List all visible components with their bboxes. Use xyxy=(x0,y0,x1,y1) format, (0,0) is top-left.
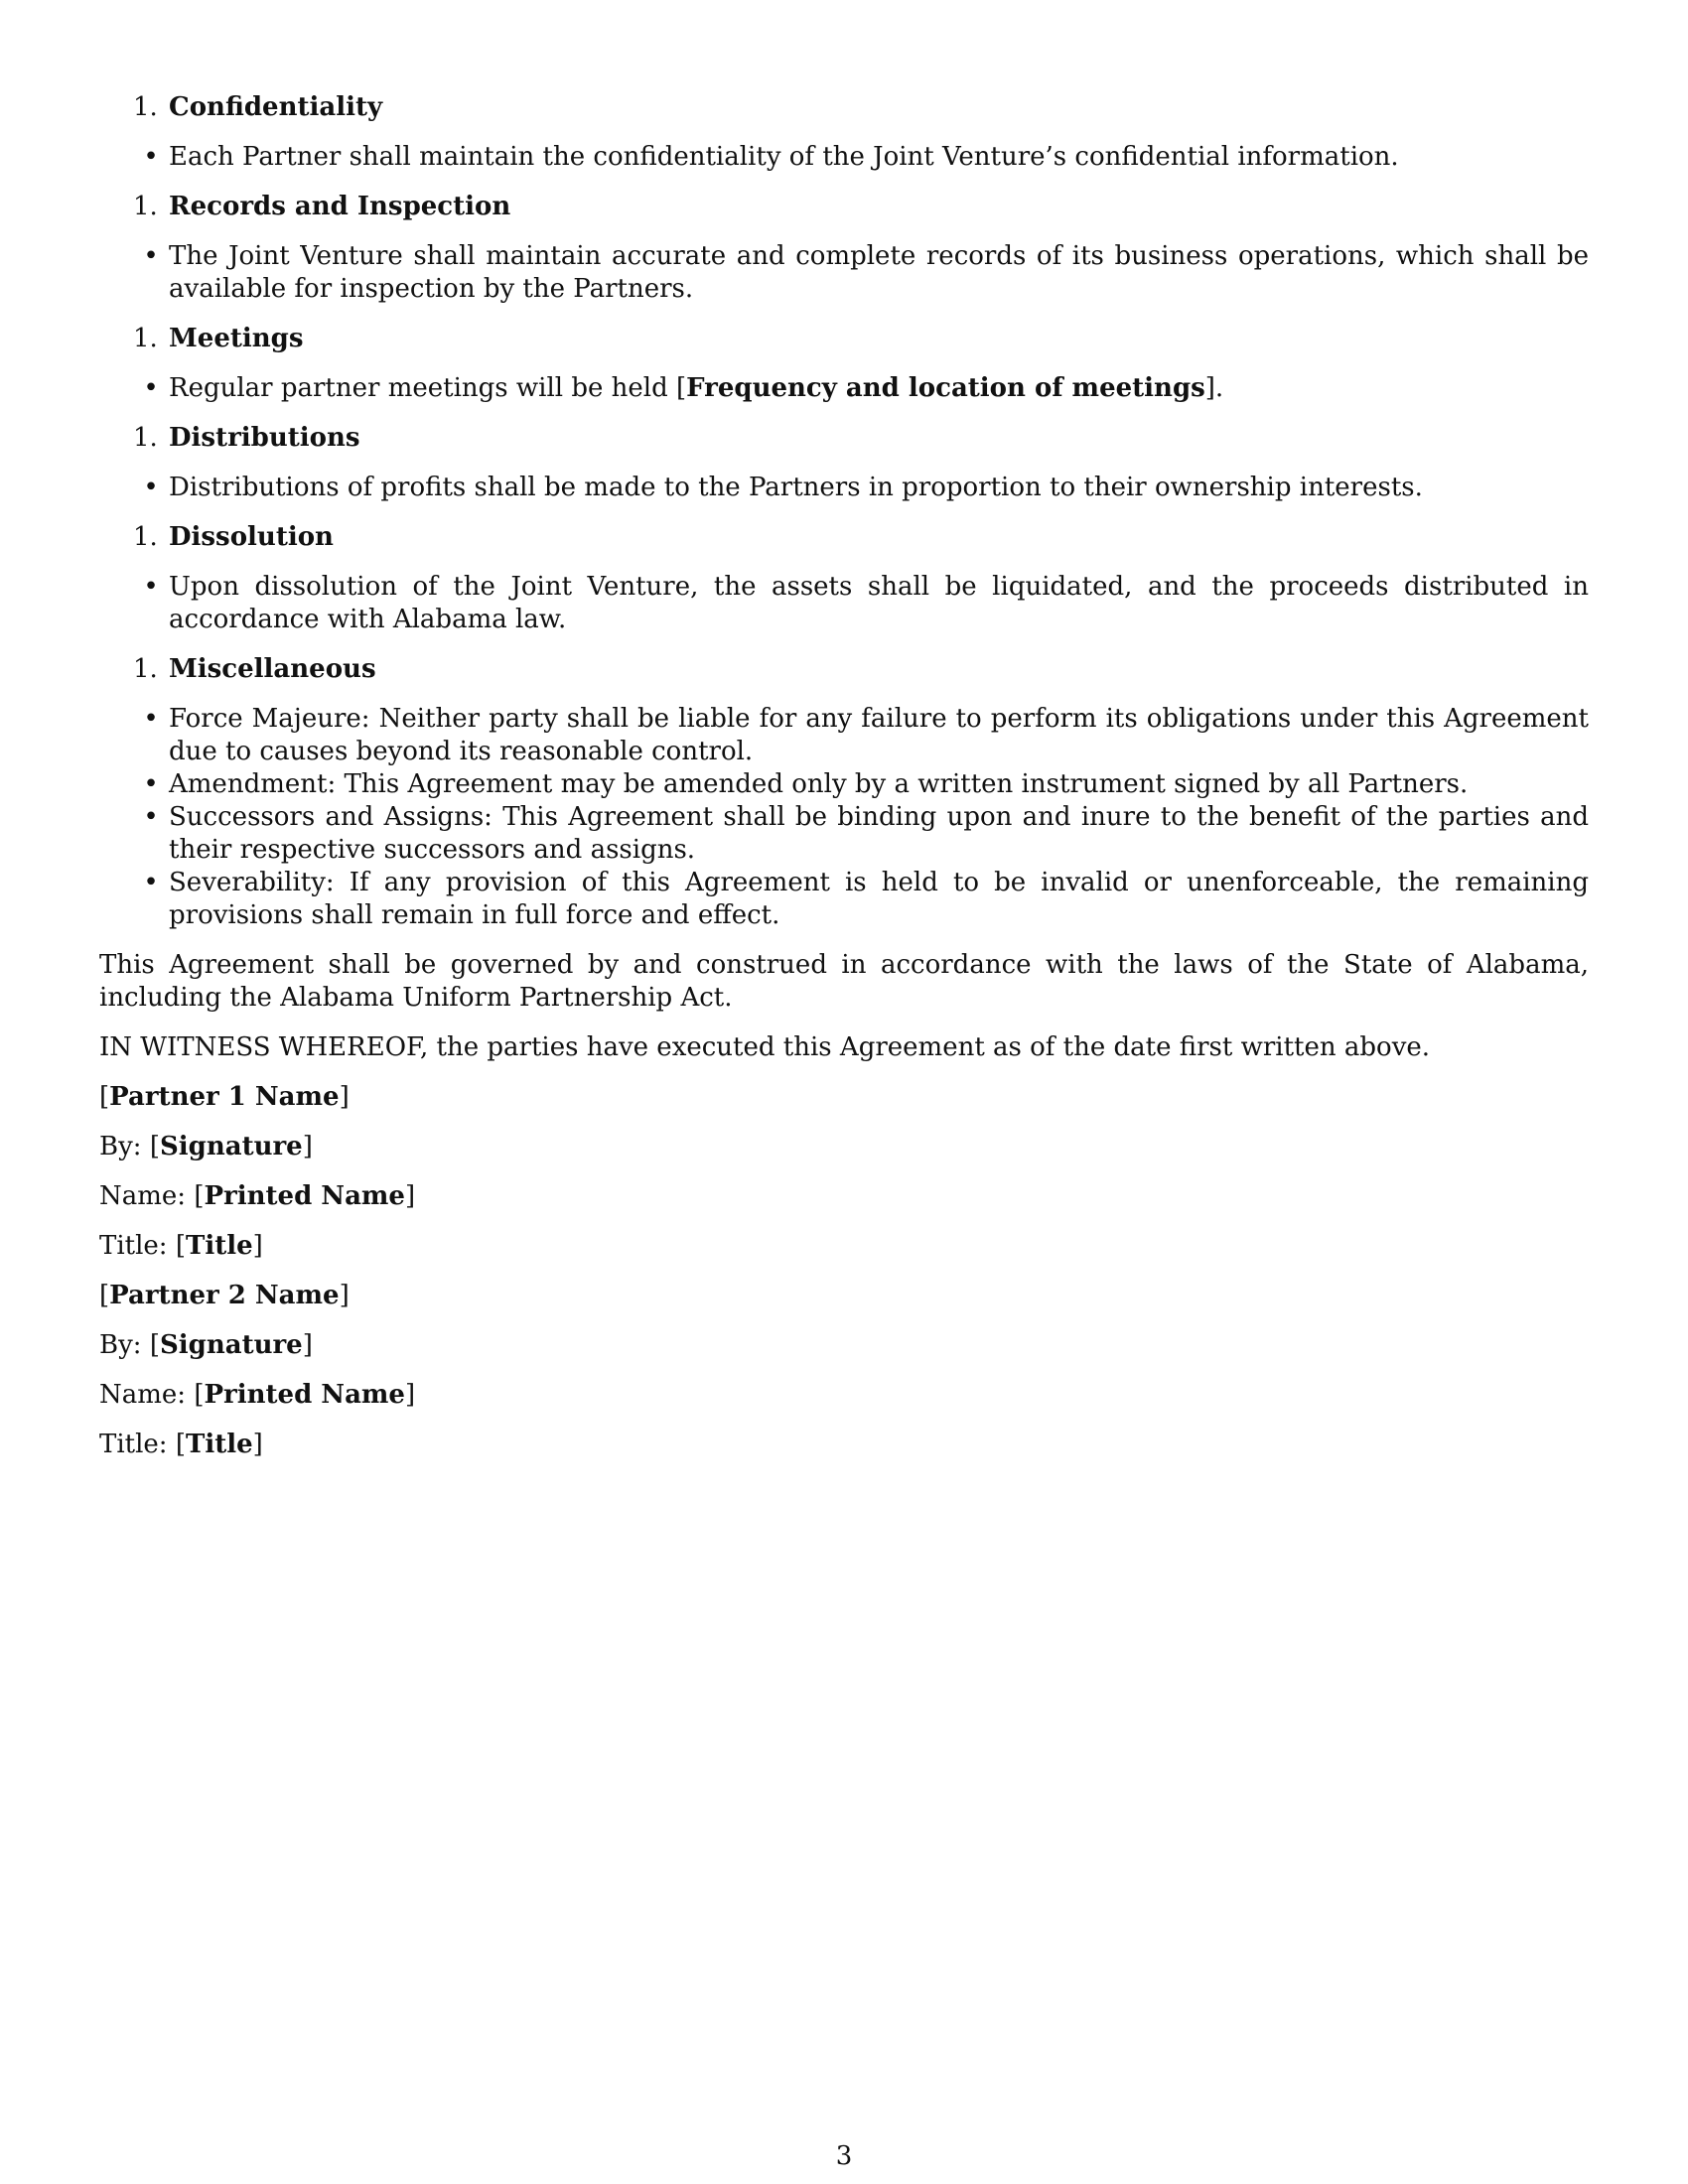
bullet-list-meetings xyxy=(99,372,1589,405)
name-label: Name: xyxy=(99,1181,187,1211)
bullet-item xyxy=(99,372,1589,405)
bullet-text: Successors and Assigns: This Agreement shall be binding upon and inure to the benefit of the parties and their respective successors and assigns. xyxy=(169,802,1589,865)
section-heading-miscellaneous xyxy=(99,653,1589,686)
bullet-icon: • xyxy=(143,241,159,271)
signature-placeholder: Signature xyxy=(159,1330,303,1360)
section-title: Miscellaneous xyxy=(169,654,376,684)
bullet-list-dissolution xyxy=(99,571,1589,636)
party-name-line: [Partner 2 Name] xyxy=(99,1281,350,1310)
section-title: Dissolution xyxy=(169,522,334,552)
bullet-icon: • xyxy=(143,802,159,832)
printed-name-placeholder: Printed Name xyxy=(204,1181,405,1211)
page-number: 3 xyxy=(835,2141,853,2171)
title-label: Title: xyxy=(99,1231,168,1261)
placeholder-frequency-location: Frequency and location of meetings xyxy=(686,373,1205,403)
party-name-line: [Partner 1 Name] xyxy=(99,1082,350,1112)
signature-block-partner-2 xyxy=(99,1280,1589,1461)
bullet-text: Force Majeure: Neither party shall be liable for any failure to perform its obligations under this Agreement due to causes beyond its reasonable control. xyxy=(169,704,1589,766)
section-title: Confidentiality xyxy=(169,92,383,122)
bullet-text-post: ]. xyxy=(1204,373,1224,403)
bullet-list-distributions xyxy=(99,472,1589,504)
bullet-item xyxy=(99,571,1589,636)
name-line: Name: [Printed Name] xyxy=(99,1181,416,1211)
bullet-item-successors xyxy=(99,801,1589,867)
section-title: Records and Inspection xyxy=(169,192,511,221)
title-line: Title: [Title] xyxy=(99,1231,263,1261)
governing-law-paragraph: This Agreement shall be governed by and construed in accordance with the laws of the State of Alabama, including the Alabama Uniform Partnership Act. xyxy=(99,950,1589,1013)
bullet-item xyxy=(99,141,1589,174)
bullet-list-confidentiality xyxy=(99,141,1589,174)
bullet-text: Severability: If any provision of this Agreement is held to be invalid or unenforceable, the remaining provisions shall remain in full force and effect. xyxy=(169,868,1589,930)
section-number: 1. xyxy=(133,324,158,353)
bullet-icon: • xyxy=(143,769,159,799)
party-name-placeholder: Partner 2 Name xyxy=(109,1281,340,1310)
title-placeholder: Title xyxy=(186,1231,253,1261)
section-number: 1. xyxy=(133,654,158,684)
bullet-text-pre: Regular partner meetings will be held [ xyxy=(169,373,687,403)
section-number: 1. xyxy=(133,522,158,552)
witness-paragraph: IN WITNESS WHEREOF, the parties have executed this Agreement as of the date first written above. xyxy=(99,1032,1431,1062)
section-title: Distributions xyxy=(169,423,360,453)
bullet-text: Each Partner shall maintain the confidentiality of the Joint Venture’s confidential information. xyxy=(169,142,1399,172)
name-label: Name: xyxy=(99,1380,187,1410)
by-line: By: [Signature] xyxy=(99,1330,313,1360)
section-heading-meetings xyxy=(99,323,1589,355)
bullet-item-severability xyxy=(99,867,1589,932)
bullet-icon: • xyxy=(143,142,159,172)
title-label: Title: xyxy=(99,1430,168,1459)
bullet-list-records xyxy=(99,240,1589,306)
bullet-item-force-majeure xyxy=(99,703,1589,768)
bullet-list-miscellaneous xyxy=(99,703,1589,932)
title-line: Title: [Title] xyxy=(99,1430,263,1459)
bullet-item xyxy=(99,472,1589,504)
section-number: 1. xyxy=(133,423,158,453)
section-heading-distributions xyxy=(99,422,1589,455)
section-heading-dissolution xyxy=(99,521,1589,554)
by-line: By: [Signature] xyxy=(99,1132,313,1161)
signature-block-partner-1 xyxy=(99,1081,1589,1263)
document-page xyxy=(99,91,1589,1478)
bullet-icon: • xyxy=(143,473,159,502)
printed-name-placeholder: Printed Name xyxy=(204,1380,405,1410)
bullet-icon: • xyxy=(143,373,159,403)
bullet-text: Upon dissolution of the Joint Venture, the assets shall be liquidated, and the proceeds distributed in accordance with Alabama law. xyxy=(169,572,1589,634)
bullet-icon: • xyxy=(143,704,159,734)
signature-placeholder: Signature xyxy=(159,1132,303,1161)
bullet-icon: • xyxy=(143,572,159,602)
section-title: Meetings xyxy=(169,324,304,353)
by-label: By: xyxy=(99,1330,142,1360)
bullet-item-amendment xyxy=(99,768,1589,801)
name-line: Name: [Printed Name] xyxy=(99,1380,416,1410)
bullet-text: The Joint Venture shall maintain accurate and complete records of its business operations, which shall be available for inspection by the Partners. xyxy=(169,241,1589,304)
section-heading-confidentiality xyxy=(99,91,1589,124)
title-placeholder: Title xyxy=(186,1430,253,1459)
party-name-placeholder: Partner 1 Name xyxy=(109,1082,340,1112)
bullet-text: Amendment: This Agreement may be amended only by a written instrument signed by all Partners. xyxy=(169,769,1469,799)
bullet-text: Distributions of profits shall be made to the Partners in proportion to their ownership interests. xyxy=(169,473,1423,502)
section-number: 1. xyxy=(133,92,158,122)
bullet-icon: • xyxy=(143,868,159,897)
section-number: 1. xyxy=(133,192,158,221)
section-heading-records-and-inspection xyxy=(99,191,1589,223)
bullet-item xyxy=(99,240,1589,306)
by-label: By: xyxy=(99,1132,142,1161)
